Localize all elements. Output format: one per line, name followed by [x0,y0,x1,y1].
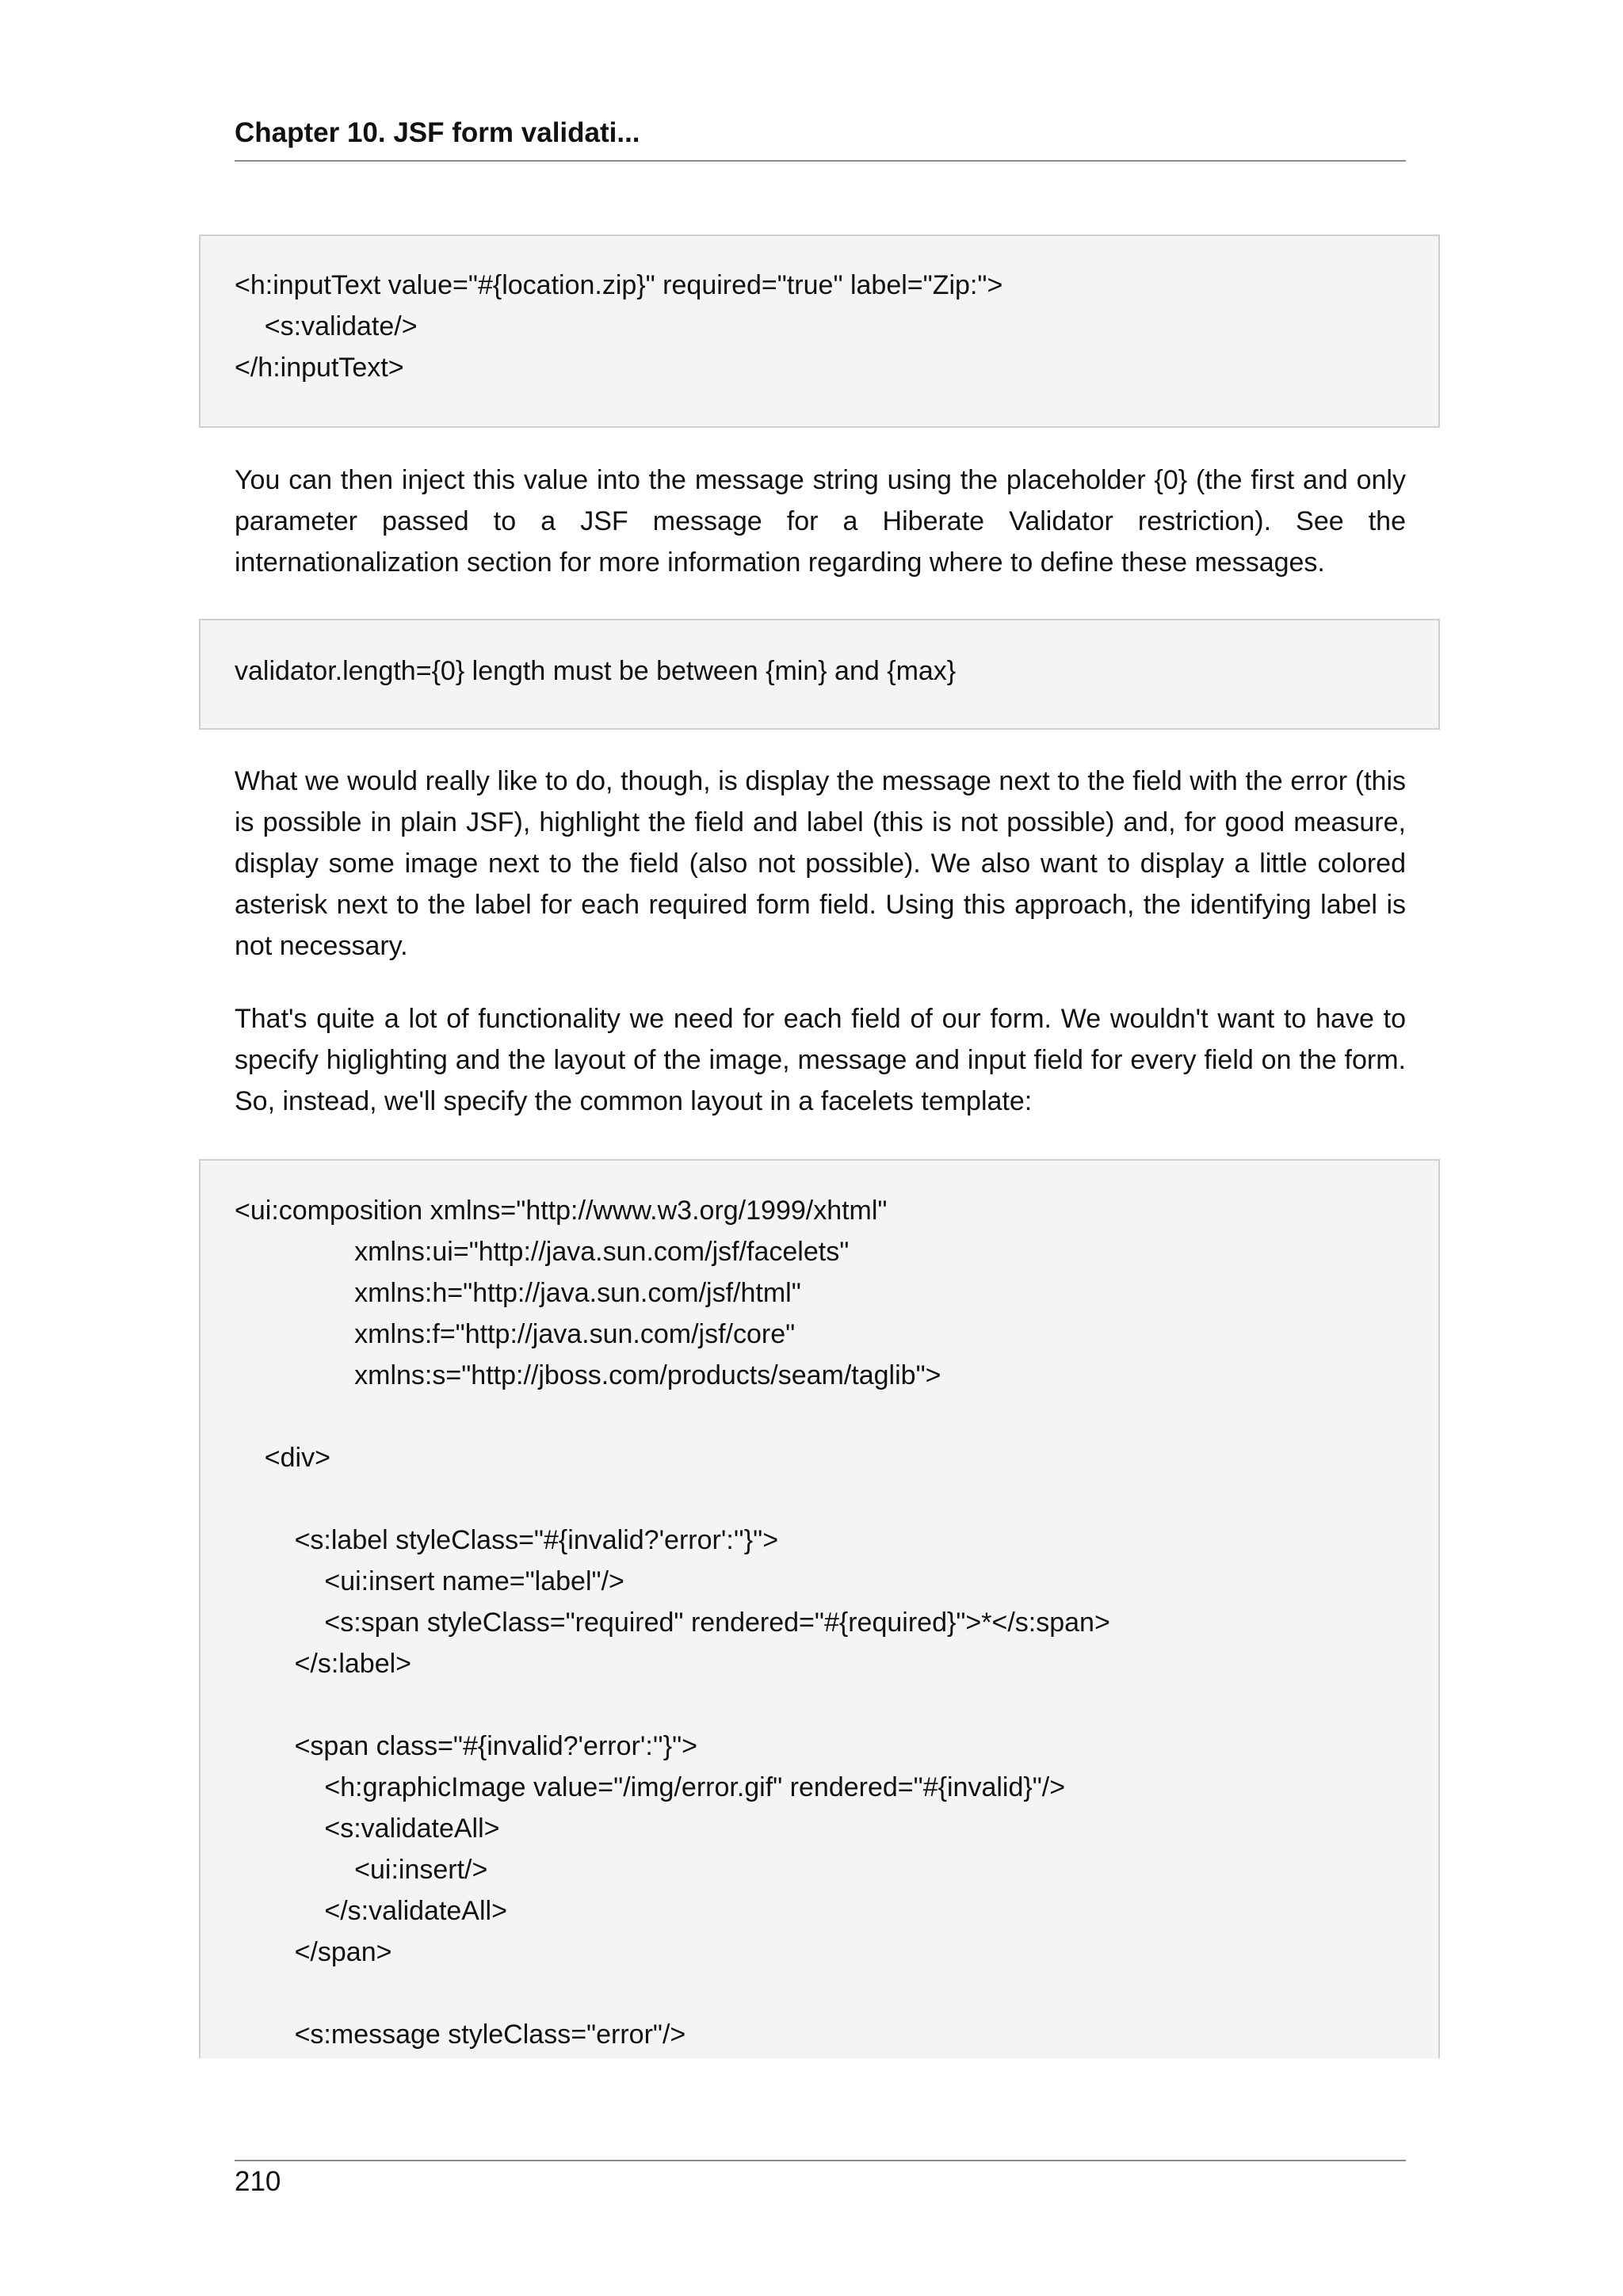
code-line: <s:label styleClass="#{invalid?'error':''}"> [235,1525,779,1555]
code-line: </s:label> [235,1649,412,1679]
paragraph-placeholder-explanation: You can then inject this value into the message string using the placeholder {0} (the first and only parameter passed to a JSF message for a Hiberate Validator restriction). See the internationalization section for more information regarding where to define these messages. [235,465,1406,578]
code-line: </span> [235,1937,392,1967]
code-line: <s:span styleClass="required" rendered="#{required}">*</s:span> [235,1608,1110,1638]
footer-divider [235,2160,1406,2161]
code-line: xmlns:ui="http://java.sun.com/jsf/facelets" [235,1237,850,1267]
code-line: </h:inputText> [235,353,404,383]
code-line: <ui:insert/> [235,1855,488,1885]
code-line: </s:validateAll> [235,1896,507,1926]
code-line: <s:validate/> [235,311,418,341]
code-line: <h:inputText value="#{location.zip}" required="true" label="Zip:"> [235,270,1003,300]
code-line: <span class="#{invalid?'error':''}"> [235,1731,698,1761]
paragraph-desired-behavior: What we would really like to do, though, is display the message next to the field with the error (this is possible in plain JSF), highlight the field and label (this is not possible) and, for good measure, display some image next to the field (also not possible). We also want to display a little colored asterisk next to the label for each required form field. Using this approach, the identifying label is not necessary. [235,766,1406,961]
code-line: <h:graphicImage value="/img/error.gif" rendered="#{invalid}"/> [235,1772,1066,1802]
code-line: <ui:insert name="label"/> [235,1566,624,1596]
chapter-header [235,117,1406,162]
code-line: xmlns:s="http://jboss.com/products/seam/taglib"> [235,1360,941,1390]
code-block-facelets-template [199,1159,1440,2058]
chapter-title: Chapter 10. JSF form validati... [235,117,640,148]
code-line: <ui:composition xmlns="http://www.w3.org/1999/xhtml" [235,1196,888,1226]
code-line: xmlns:f="http://java.sun.com/jsf/core" [235,1319,796,1349]
code-block-validator-message [199,619,1440,730]
code-line: <s:message styleClass="error"/> [235,2019,686,2050]
code-line: validator.length={0} length must be between {min} and {max} [235,656,957,686]
code-line: xmlns:h="http://java.sun.com/jsf/html" [235,1278,801,1308]
paragraph-facelets-template-intro: That's quite a lot of functionality we need for each field of our form. We wouldn't want to have to specify higlighting and the layout of the image, message and input field for every field on the form. So, instead, we'll specify the common layout in a facelets template: [235,1004,1406,1116]
code-line: <div> [235,1443,330,1473]
code-line: <s:validateAll> [235,1814,500,1844]
code-block-input-text [199,235,1440,428]
page-number: 210 [235,2166,281,2197]
